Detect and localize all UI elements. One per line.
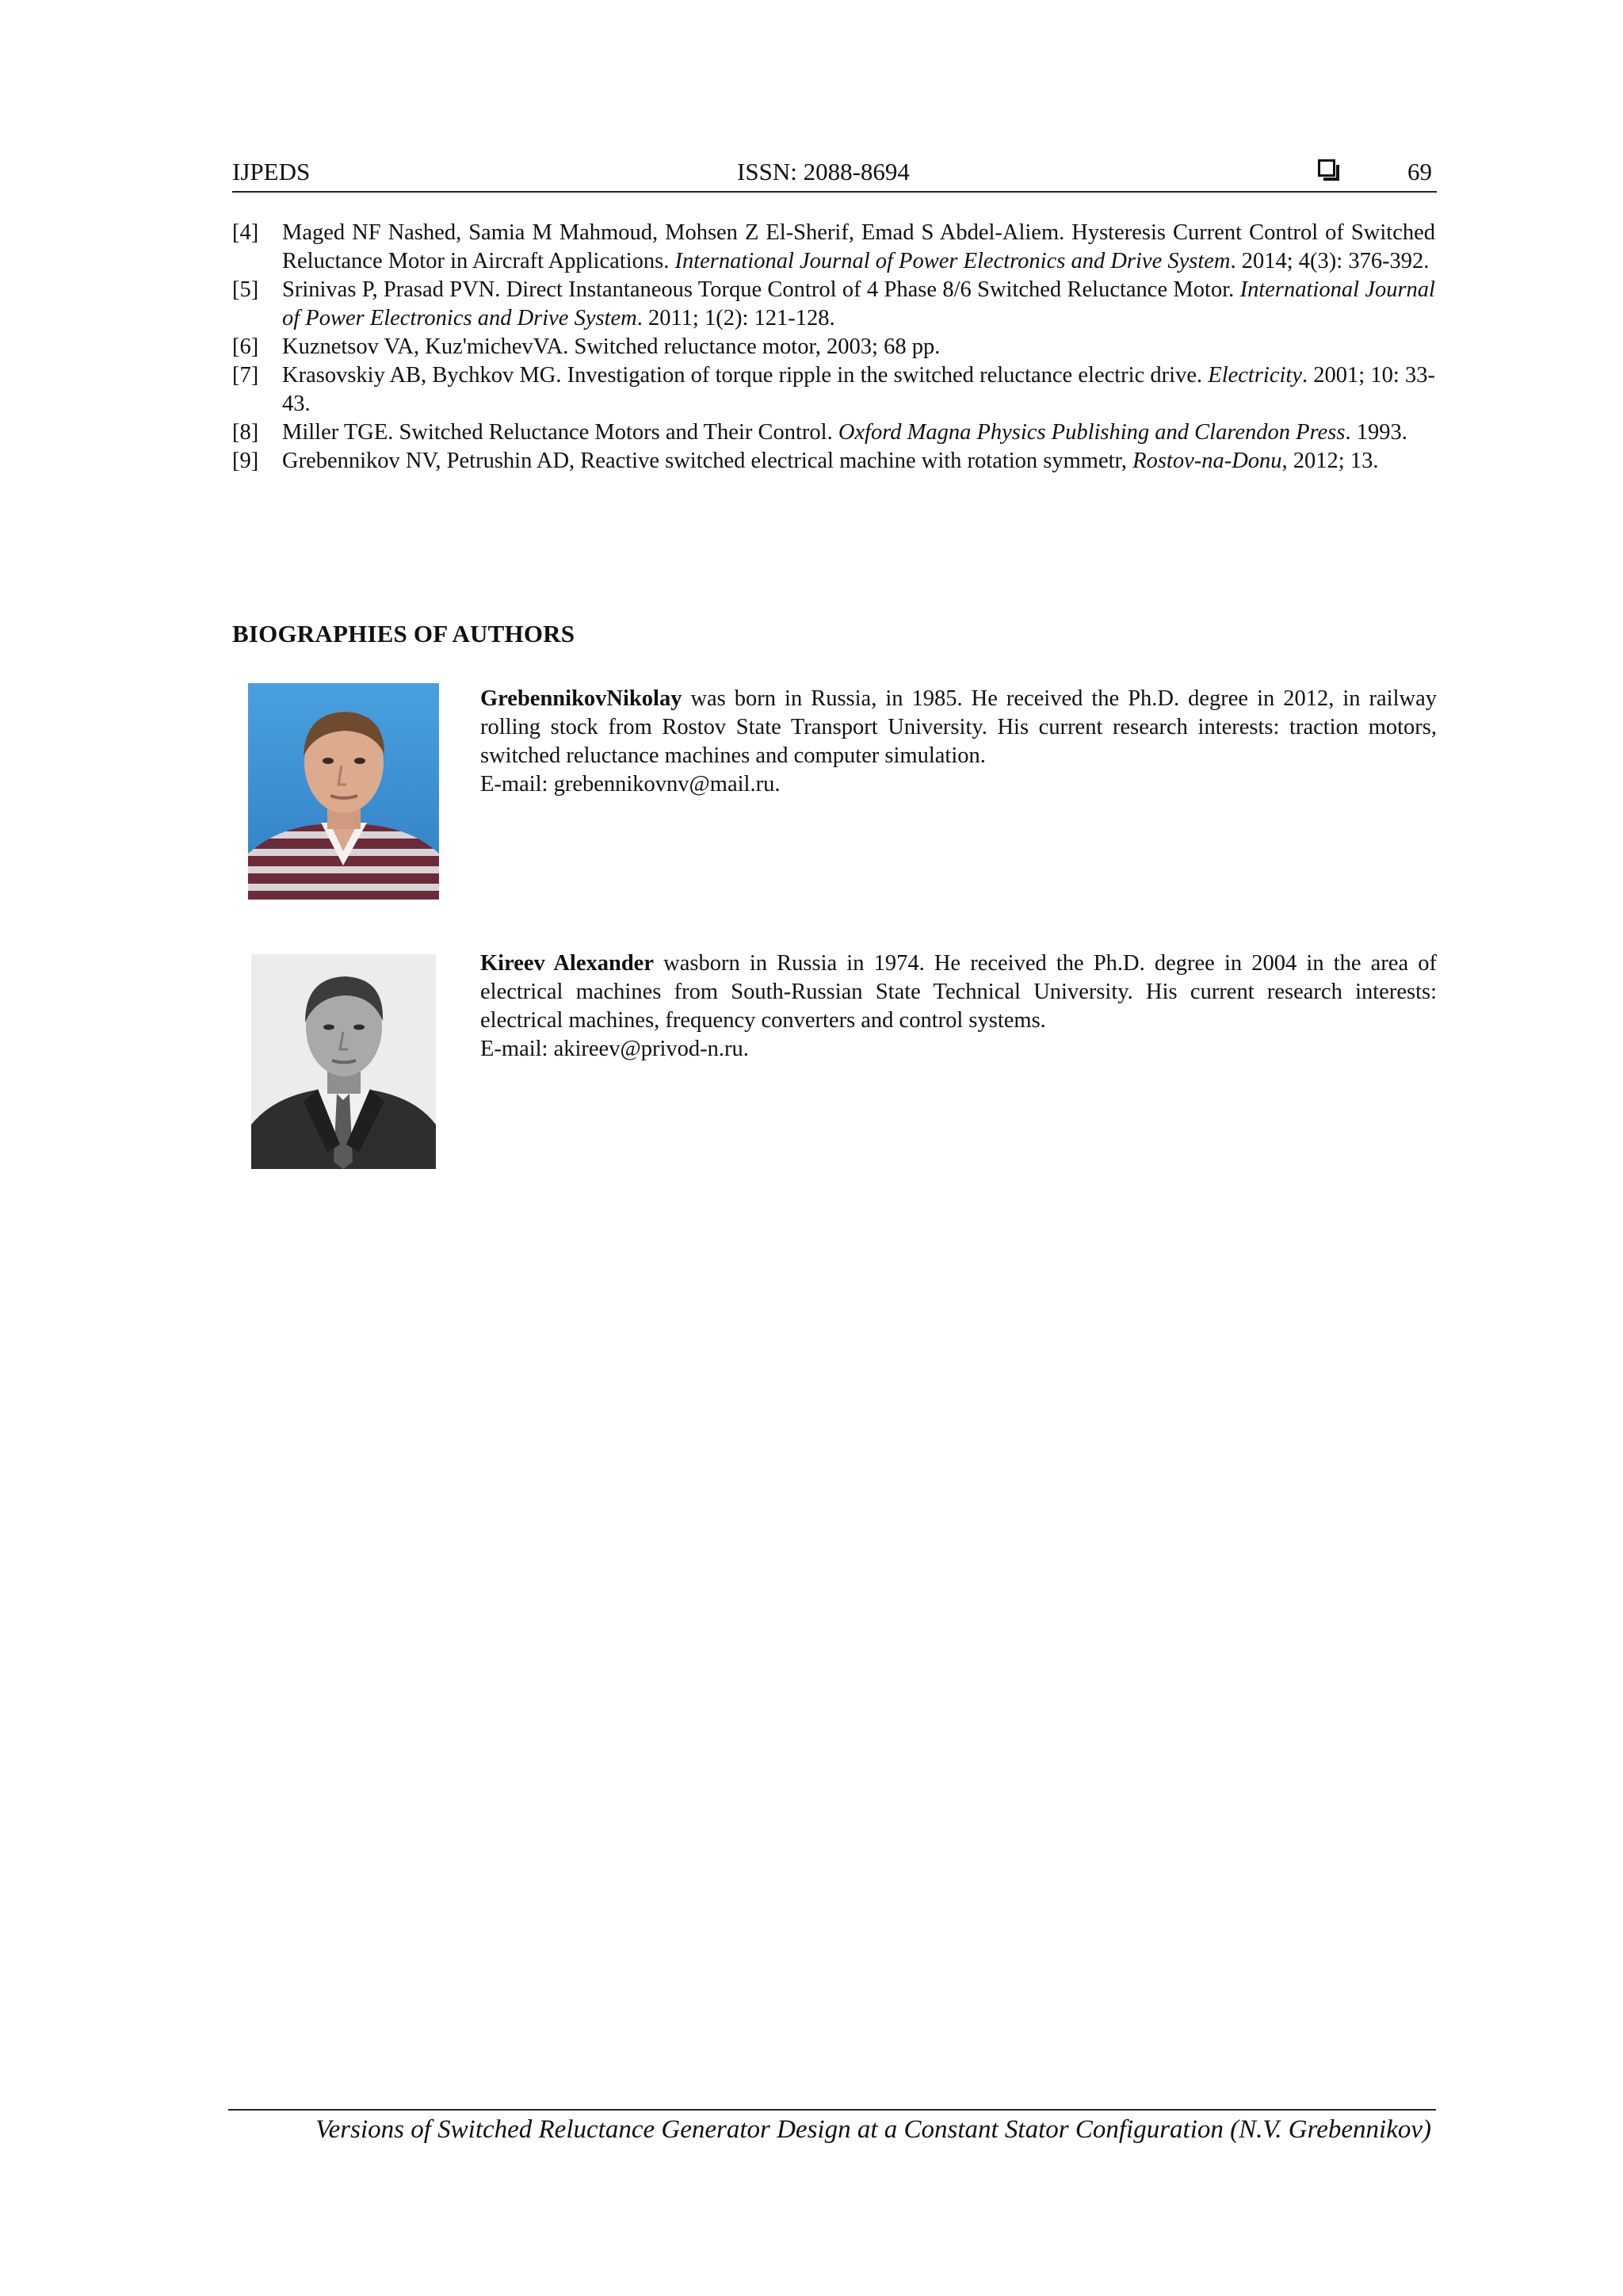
running-header (232, 153, 1437, 193)
author-email: E-mail: grebennikovnv@mail.ru. (480, 772, 781, 797)
author-photo-kireev (251, 954, 436, 1169)
biographies-heading: BIOGRAPHIES OF AUTHORS (232, 620, 575, 648)
reference-text: Miller TGE. Switched Reluctance Motors and Their Control. (282, 420, 838, 445)
reference-item (232, 361, 1435, 418)
reference-number: [7] (232, 363, 259, 388)
reference-text: Kuznetsov VA, Kuz'michevVA. Switched reluctance motor, 2003; 68 pp. (282, 334, 941, 359)
reference-text: Srinivas P, Prasad PVN. Direct Instantaneous Torque Control of 4 Phase 8/6 Switched Reluctance Motor. (282, 277, 1240, 302)
footer-rule (228, 2109, 1436, 2111)
reference-list (232, 219, 1435, 476)
reference-text: Maged NF Nashed, Samia M Mahmoud, Mohsen Z El-Sherif, Emad S Abdel-Aliem. Hysteresis Current Control of Switched Reluctance Motor in Aircraft Applications. (282, 220, 1435, 273)
reference-number: [9] (232, 449, 259, 473)
portrait-illustration (251, 954, 436, 1169)
author-name: GrebennikovNikolay (480, 686, 682, 711)
author-bio-text: was born in Russia, in 1985. He received the Ph.D. degree in 2012, in railway rolling stock from Rostov State Transport University. His current research interests: traction motors, switched reluctance machines and computer simulation. (480, 686, 1437, 768)
portrait-illustration (248, 683, 439, 900)
reference-source: International Journal of Power Electronics and Drive System (282, 277, 1435, 330)
reference-source: Oxford Magna Physics Publishing and Clarendon Press (838, 420, 1346, 445)
reference-details: . 2014; 4(3): 376-392. (1230, 249, 1430, 273)
author-email: E-mail: akireev@privod-n.ru. (480, 1037, 749, 1061)
reference-number: [5] (232, 277, 259, 302)
reference-source: International Journal of Power Electronics and Drive System (674, 249, 1231, 273)
reference-item (232, 418, 1435, 447)
author-name: Kireev Alexander (480, 951, 654, 976)
reference-source: Rostov-na-Donu (1132, 449, 1282, 473)
page-number: 69 (1407, 158, 1432, 185)
reference-number: [8] (232, 420, 259, 445)
reference-text: Krasovskiy AB, Bychkov MG. Investigation of torque ripple in the switched reluctance electric drive. (282, 363, 1209, 388)
reference-item (232, 276, 1435, 333)
author-bio-grebennikov (480, 685, 1437, 799)
issn-label: ISSN: 2088-8694 (737, 158, 910, 185)
reference-item (232, 219, 1435, 276)
author-bio-kireev (480, 949, 1437, 1064)
reference-source: Electricity (1208, 363, 1302, 388)
reference-text: Grebennikov NV, Petrushin AD, Reactive switched electrical machine with rotation symmetr, (282, 449, 1133, 473)
reference-item (232, 333, 1435, 361)
journal-abbreviation: IJPEDS (232, 158, 311, 185)
reference-details: , 2012; 13. (1281, 449, 1379, 473)
reference-details: . 1993. (1345, 420, 1407, 445)
running-footer: Versions of Switched Reluctance Generator Design at a Constant Stator Configuration (N.V. Grebennikov) (315, 2115, 1431, 2144)
reference-item (232, 447, 1435, 476)
reference-details: . 2011; 1(2): 121-128. (636, 306, 835, 330)
reference-details: . 2001; 10: 33-43. (282, 363, 1435, 416)
reference-number: [4] (232, 220, 259, 245)
reference-number: [6] (232, 334, 259, 359)
author-photo-grebennikov (248, 683, 439, 900)
author-bio-text: wasborn in Russia in 1974. He received the Ph.D. degree in 2004 in the area of electrical machines from South-Russian State Technical University. His current research interests: electrical machines, frequency converters and control systems. (480, 951, 1437, 1033)
box-bullet-icon (1318, 159, 1335, 177)
